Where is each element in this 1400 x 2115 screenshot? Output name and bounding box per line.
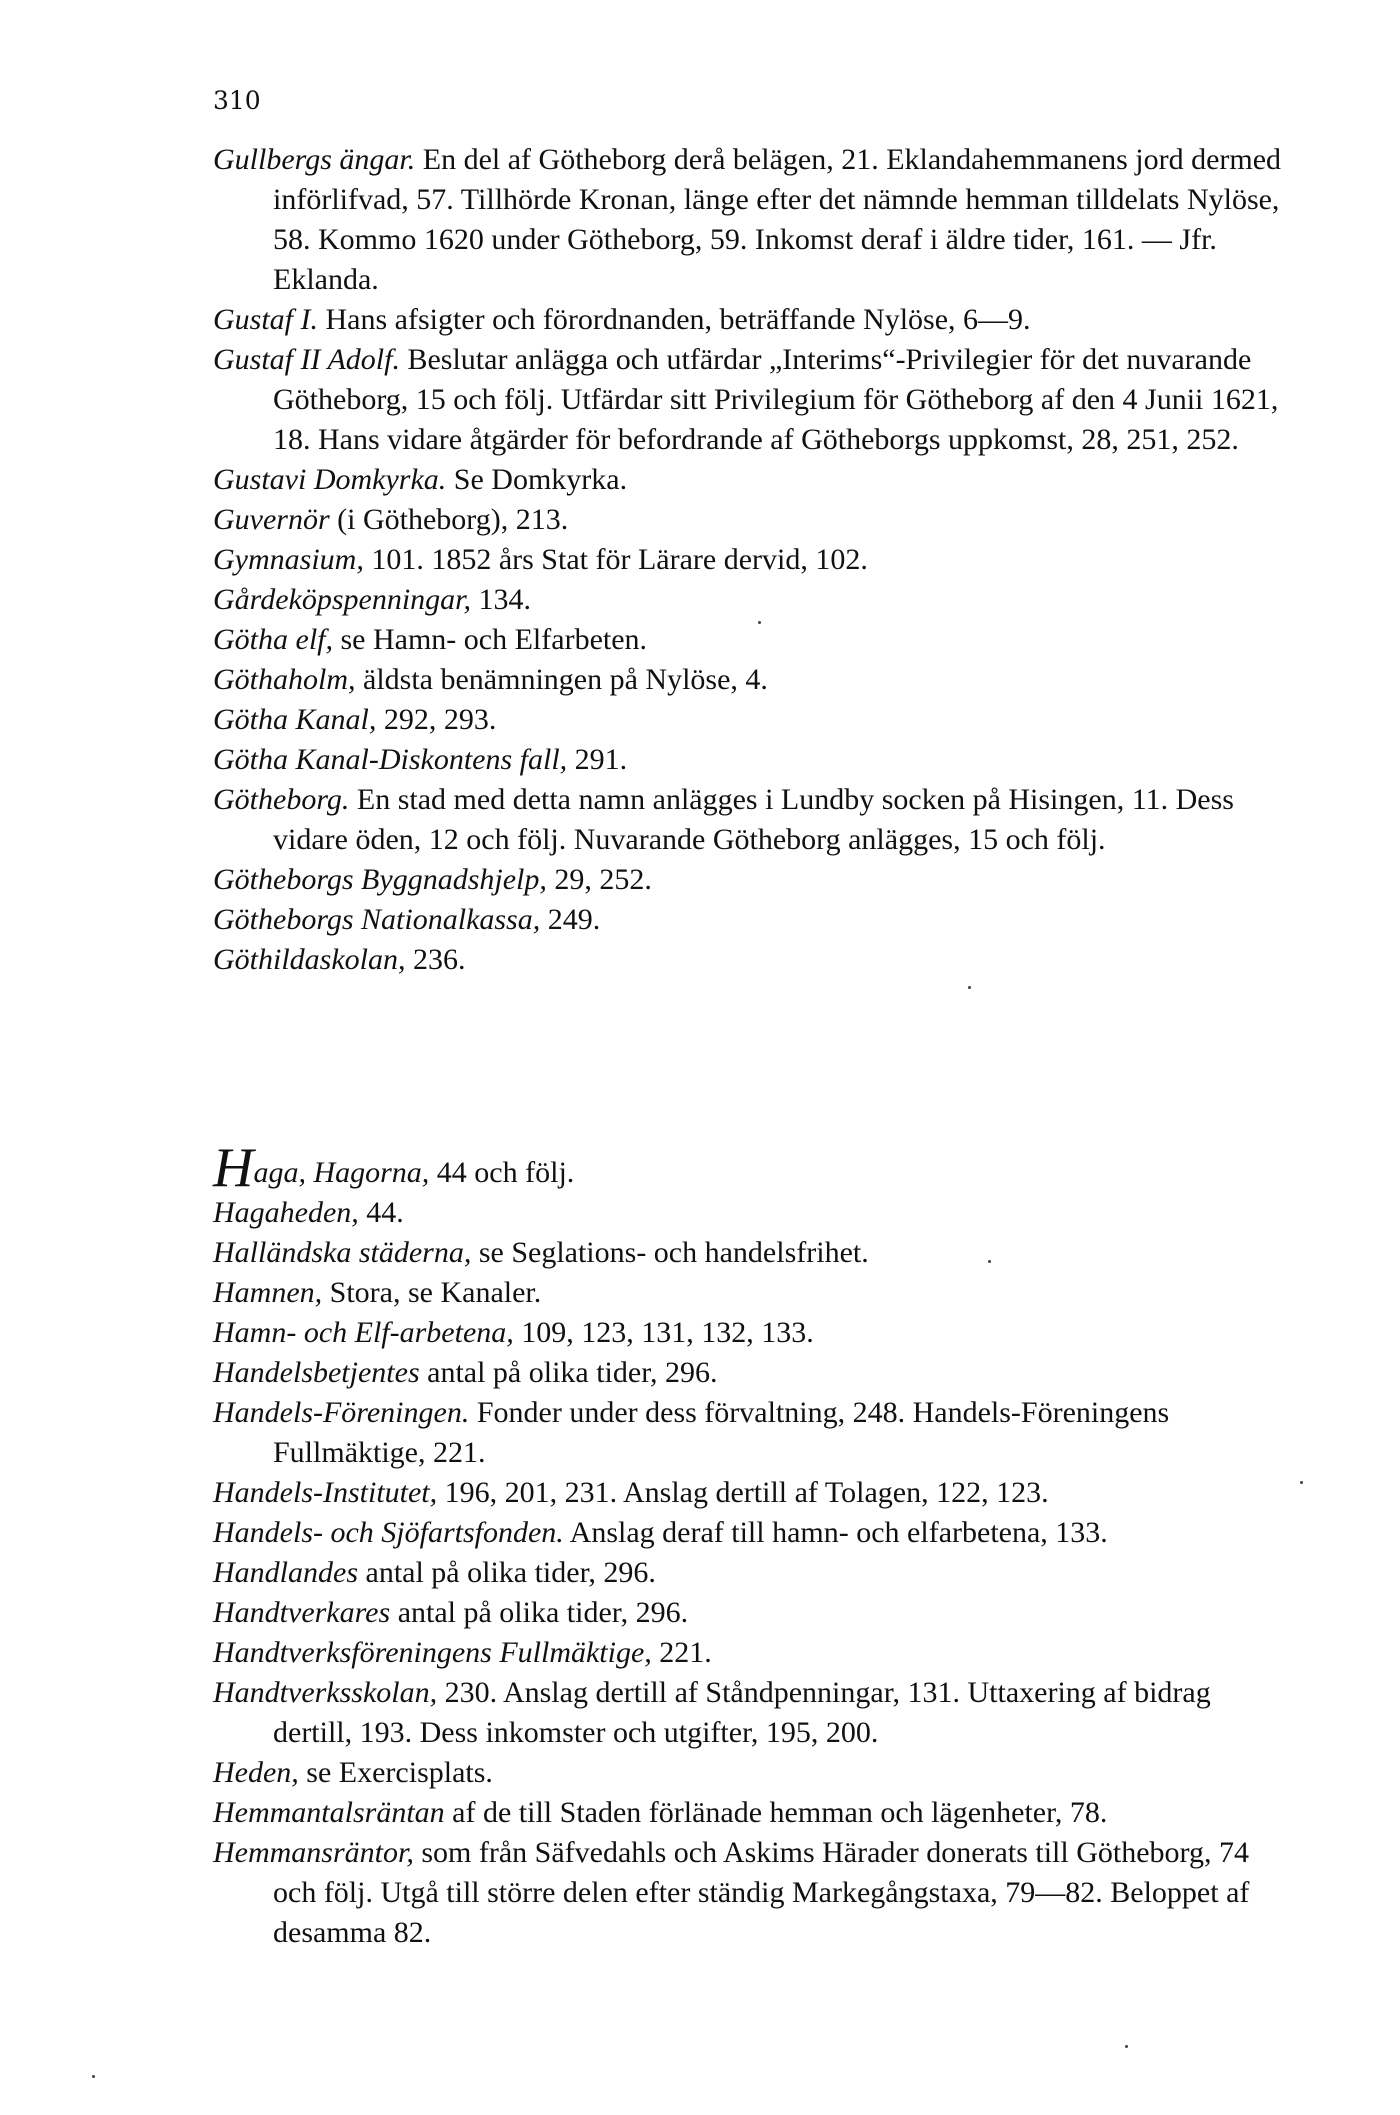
index-entry (213, 1137, 1293, 1199)
entry-heading: Gustaf II Adolf. (213, 343, 400, 376)
entry-heading: Götheborgs Nationalkassa, (213, 903, 541, 936)
entry-heading: Götheborg. (213, 783, 350, 816)
entry-text: (i Götheborg), 213. (329, 503, 569, 536)
index-entry (213, 940, 1293, 980)
entry-heading: Göthildaskolan, (213, 943, 406, 976)
entry-heading: Handlandes (213, 1556, 358, 1589)
entry-heading: Göthaholm, (213, 663, 356, 696)
entry-text: Fonder under dess förvaltning, 248. Handels-Föreningens Fullmäktige, 221. (273, 1396, 1170, 1469)
entry-text: En del af Götheborg derå belägen, 21. Eklandahemmanens jord dermed införlifvad, 57. Tillhörde Kronan, länge efter det nämnde hemman tilldelats Nylöse, 58. Kommo 1620 under Götheborg, 59. Inkomst deraf i äldre tider, 161. — Jfr. Eklanda. (273, 143, 1282, 296)
entry-heading: Hamn- och Elf-arbetena, (213, 1316, 514, 1349)
index-section-g (213, 140, 1293, 980)
index-entry (213, 1353, 1293, 1393)
index-entry (213, 1233, 1293, 1273)
entry-text: se Exercisplats. (298, 1756, 493, 1789)
index-entry (213, 1753, 1293, 1793)
entry-text: 134. (471, 583, 532, 616)
index-entry (213, 540, 1293, 580)
entry-text: 230. Anslag dertill af Ståndpenningar, 131. Uttaxering af bidrag dertill, 193. Dess inkomster och utgifter, 195, 200. (273, 1676, 1211, 1749)
entry-heading: Handtverksföreningens Fullmäktige, (213, 1636, 652, 1669)
index-entry (213, 1273, 1293, 1313)
index-entry (213, 1553, 1293, 1593)
entry-heading: Hemmansräntor, (213, 1836, 414, 1869)
entry-heading: Götha Kanal-Diskontens fall, (213, 743, 568, 776)
entry-heading: Handtverkares (213, 1596, 391, 1629)
entry-heading: Götha Kanal, (213, 703, 377, 736)
index-entry (213, 1393, 1293, 1473)
index-entry (213, 660, 1293, 700)
index-entry (213, 300, 1293, 340)
entry-text: 221. (651, 1636, 712, 1669)
entry-text: Beslutar anlägga och utfärdar „Interims“-Privilegier för det nuvarande Götheborg, 15 och följ. Utfärdar sitt Privilegium för Götheborg af den 4 Junii 1621, 18. Hans vidare åtgärder för befordrande af Götheborgs uppkomst, 28, 251, 252. (273, 343, 1279, 456)
entry-heading: Heden, (213, 1756, 299, 1789)
entry-heading: Handelsbetjentes (213, 1356, 420, 1389)
index-entry (213, 340, 1293, 460)
entry-heading: Hemmantalsräntan (213, 1796, 445, 1829)
scan-speck (1300, 1481, 1303, 1484)
index-entry (213, 740, 1293, 780)
index-entry (213, 1793, 1293, 1833)
entry-text: 196, 201, 231. Anslag dertill af Tolagen, 122, 123. (437, 1476, 1049, 1509)
entry-heading: Guvernör (213, 503, 330, 536)
entry-heading: Halländska städerna, (213, 1236, 472, 1269)
entry-text: Hans afsigter och förordnanden, beträffande Nylöse, 6—9. (318, 303, 1031, 336)
entry-text: 101. 1852 års Stat för Lärare dervid, 102. (363, 543, 868, 576)
entry-text: En stad med detta namn anlägges i Lundby socken på Hisingen, 11. Dess vidare öden, 12 och följ. Nuvarande Götheborg anlägges, 15 och följ. (273, 783, 1234, 856)
entry-text: 44. (358, 1196, 404, 1229)
entry-text: 292, 293. (376, 703, 497, 736)
index-entry (213, 500, 1293, 540)
entry-heading: Gymnasium, (213, 543, 364, 576)
entry-text: 109, 123, 131, 132, 133. (513, 1316, 814, 1349)
entry-heading: Handels-Institutet, (213, 1476, 438, 1509)
index-entry (213, 620, 1293, 660)
entry-text: 236. (405, 943, 466, 976)
entry-heading: Gårdeköpspenningar, (213, 583, 472, 616)
index-entry (213, 1593, 1293, 1633)
entry-text: antal på olika tider, 296. (419, 1356, 718, 1389)
entry-text: af de till Staden förlänade hemman och lägenheter, 78. (444, 1796, 1108, 1829)
section-initial: H (213, 1137, 254, 1199)
page-number: 310 (213, 86, 261, 115)
index-entry (213, 1193, 1293, 1233)
index-entry (213, 1313, 1293, 1353)
entry-text: äldsta benämningen på Nylöse, 4. (355, 663, 768, 696)
index-entry (213, 900, 1293, 940)
entry-heading: Handels-Föreningen. (213, 1396, 470, 1429)
entry-text: 249. (540, 903, 601, 936)
index-entry (213, 1673, 1293, 1753)
entry-heading: Hamnen, (213, 1276, 323, 1309)
entry-heading: Gullbergs ängar. (213, 143, 416, 176)
index-entry (213, 460, 1293, 500)
entry-heading: Götha elf, (213, 623, 333, 656)
entry-text: 44 och följ. (429, 1156, 575, 1189)
scan-speck (92, 2075, 95, 2078)
entry-text: 291. (567, 743, 628, 776)
scan-speck (988, 1260, 991, 1263)
index-entry (213, 140, 1293, 300)
entry-text: se Hamn- och Elfarbeten. (333, 623, 648, 656)
index-entry (213, 580, 1293, 620)
entry-heading: Hagaheden, (213, 1196, 359, 1229)
index-entry (213, 1633, 1293, 1673)
index-entry (213, 780, 1293, 860)
index-entry (213, 1513, 1293, 1553)
entry-heading: Gustavi Domkyrka. (213, 463, 447, 496)
entry-text: som från Säfvedahls och Askims Härader donerats till Götheborg, 74 och följ. Utgå till större delen efter ständig Markegångstaxa, 79—82. Beloppet af desamma 82. (273, 1836, 1250, 1949)
index-section-h (213, 1137, 1293, 1953)
entry-text: Se Domkyrka. (446, 463, 628, 496)
entry-text: Stora, se Kanaler. (322, 1276, 542, 1309)
entry-heading: aga, Hagorna, (253, 1156, 430, 1189)
scan-speck (968, 986, 971, 989)
entry-text: antal på olika tider, 296. (390, 1596, 689, 1629)
index-entry (213, 860, 1293, 900)
entry-heading: Götheborgs Byggnadshjelp, (213, 863, 547, 896)
entry-text: 29, 252. (546, 863, 652, 896)
entry-text: antal på olika tider, 296. (358, 1556, 656, 1589)
entry-text: Anslag deraf till hamn- och elfarbetena, 133. (563, 1516, 1108, 1549)
index-entry (213, 700, 1293, 740)
entry-heading: Gustaf I. (213, 303, 318, 336)
entry-heading: Handels- och Sjöfartsfonden. (213, 1516, 564, 1549)
entry-heading: Handtverksskolan, (213, 1676, 438, 1709)
entry-text: se Seglations- och handelsfrihet. (471, 1236, 869, 1269)
scan-speck (758, 621, 761, 624)
index-entry (213, 1833, 1293, 1953)
index-entry (213, 1473, 1293, 1513)
scan-speck (1125, 2045, 1128, 2048)
